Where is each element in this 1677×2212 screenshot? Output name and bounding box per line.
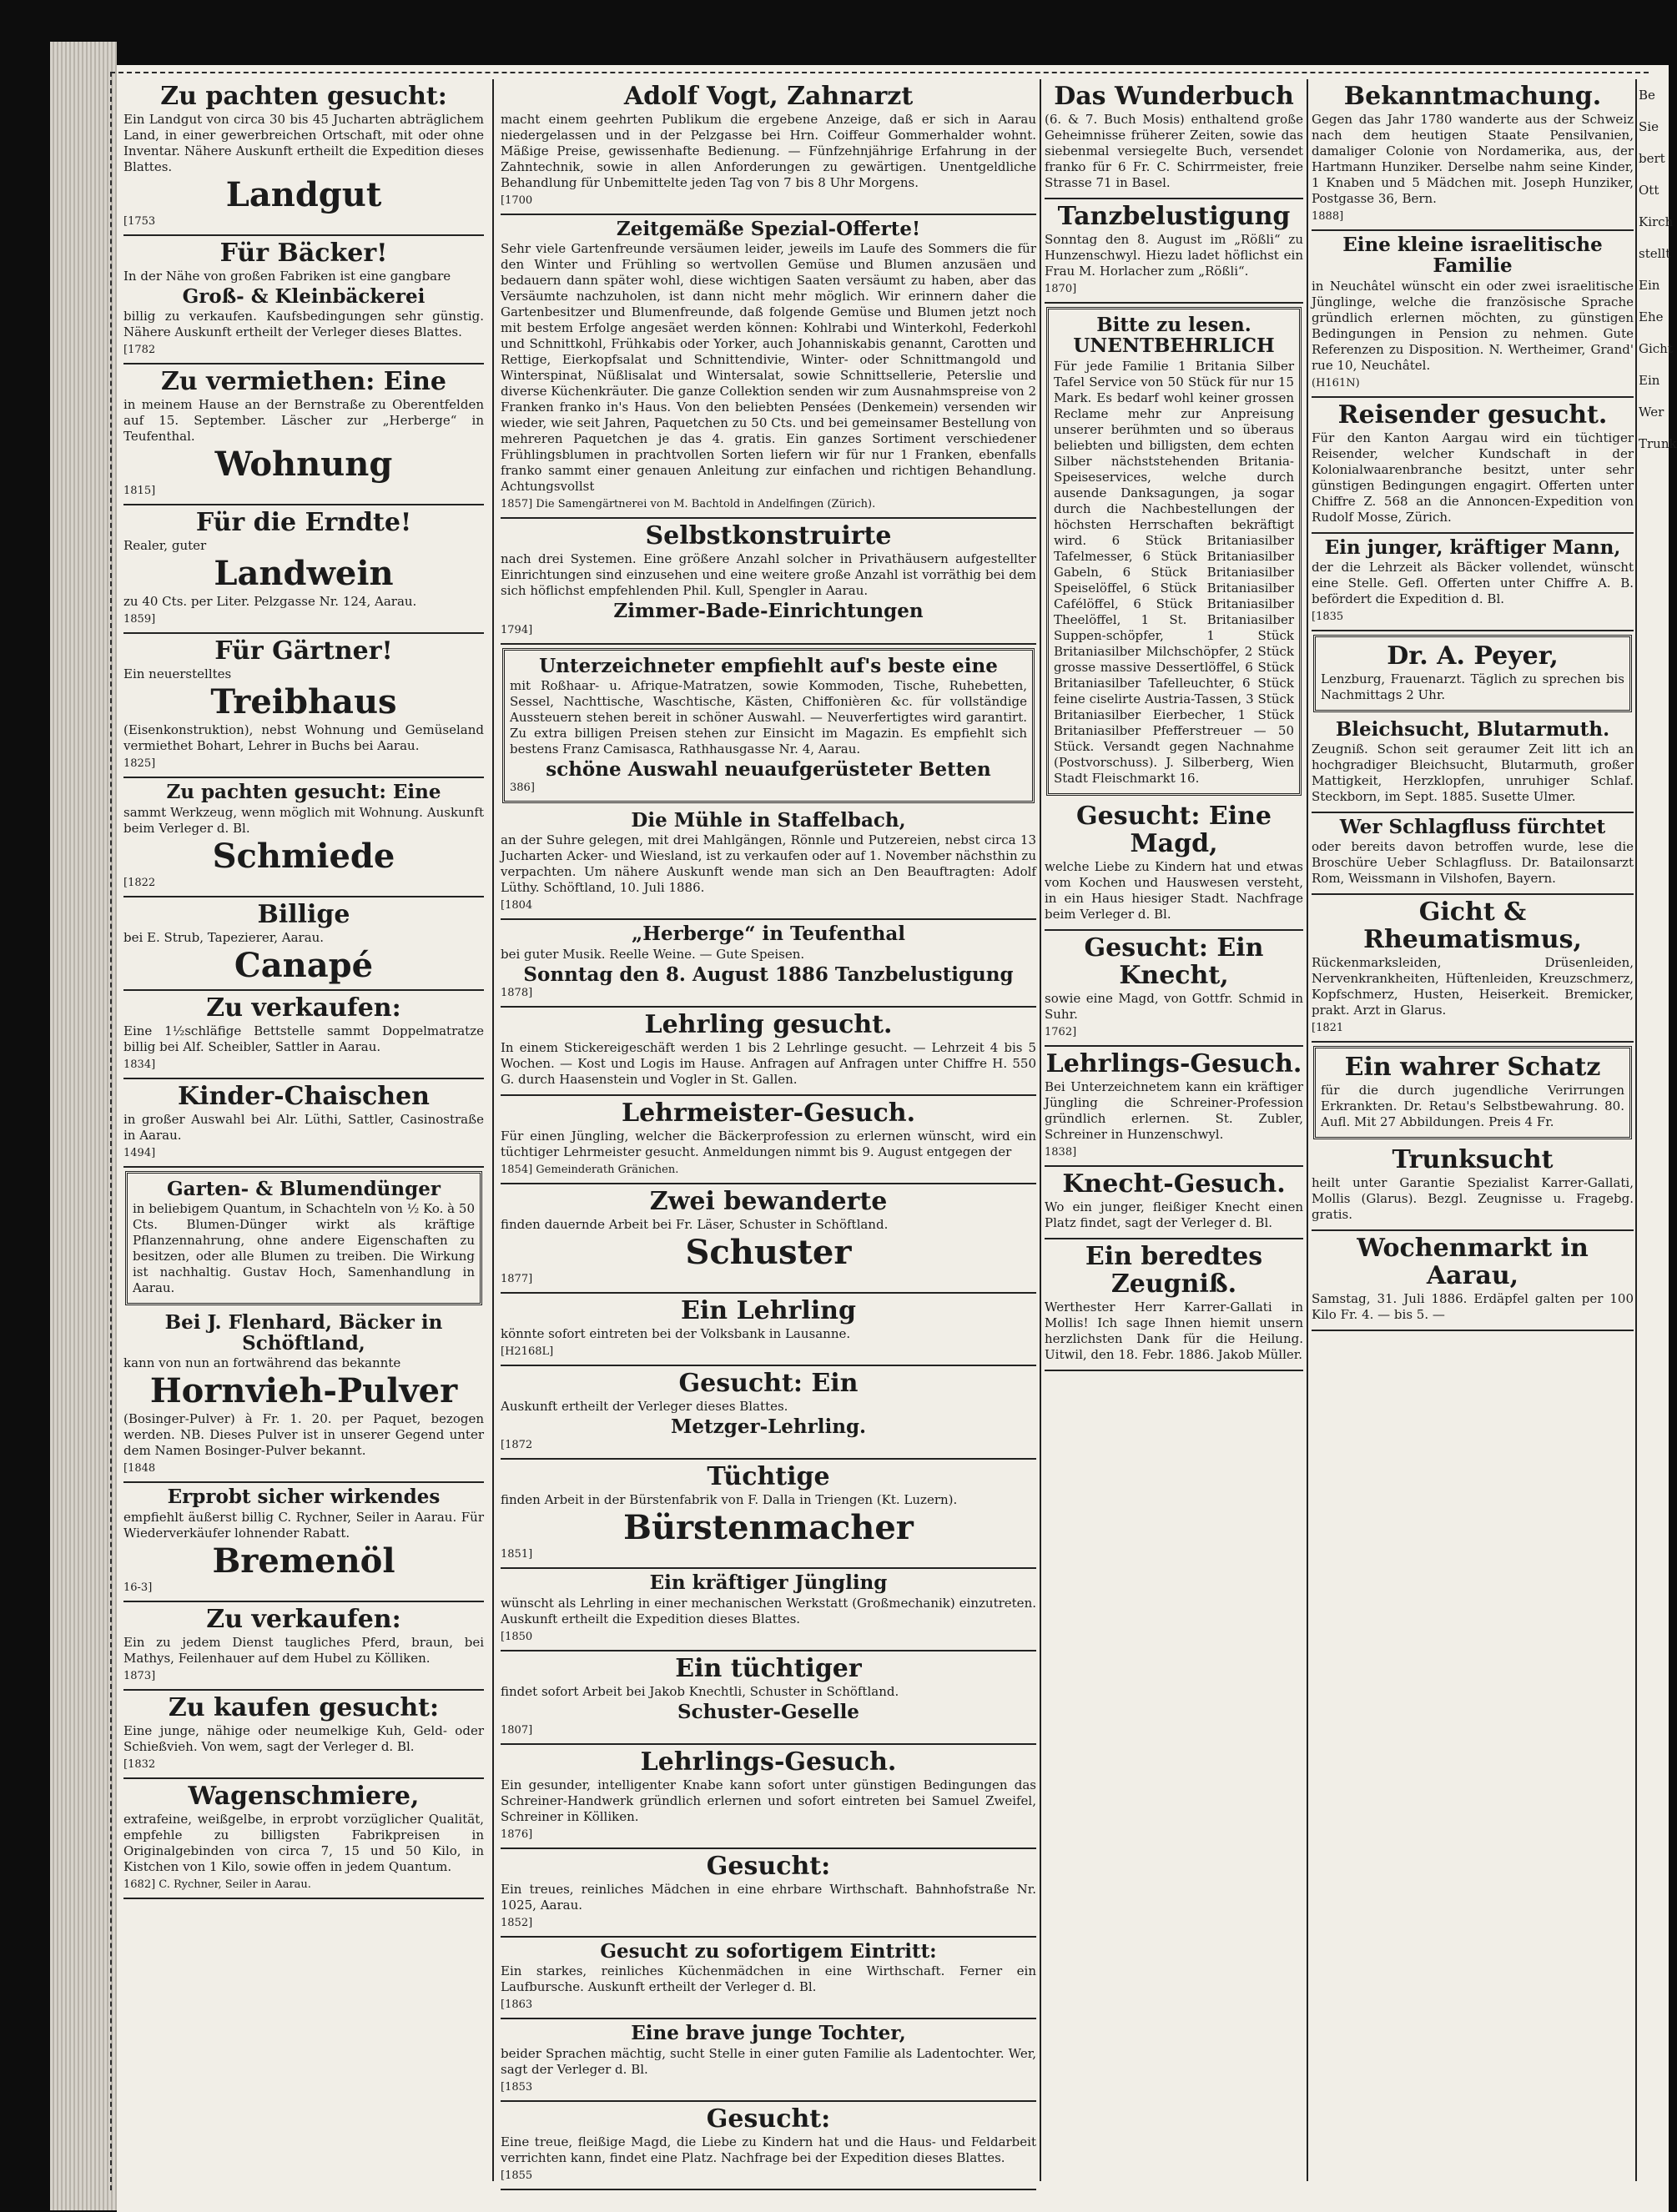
ad-text: mit Roßhaar- u. Afrique-Matratzen, sowie Kommoden, Tische, Ruhebetten, Sessel, Nachttische, Waschtische, Kästen, Chiffonièren &c. für vollständige Aussteuern stehen bereit in schöner Auswahl. — Neuverfertigtes wird garantirt. Zu extra billigen Preisen stehen zur Einsicht im Magazin. Es empfiehlt sich bestens Franz Camisasca, Rathhausgasse Nr. 4, Aarau.	[510, 677, 1027, 757]
ad-display-line: Treibhaus	[210, 682, 397, 722]
ad-text: Werthester Herr Karrer-Gallati in Mollis! Ich sage Ihnen hiemit unsern herzlichsten Dank für die Heilung. Uitwil, den 18. Febr. 1886. Jakob Müller.	[1045, 1299, 1303, 1362]
book-edge	[50, 42, 117, 2210]
ad-headline: Tüchtige	[707, 1462, 830, 1492]
clipped-text-fragment: bert	[1639, 151, 1665, 166]
advertisement	[123, 1309, 484, 1484]
ad-reference-number: [1822	[123, 876, 156, 889]
ad-headline: Gesucht: Ein Knecht,	[1084, 933, 1264, 990]
ad-text: beider Sprachen mächtig, sucht Stelle in einer guten Familie als Ladentochter. Wer, sagt der Verleger d. Bl.	[501, 2045, 1036, 2077]
ad-text: Für jede Familie 1 Britania Silber Tafel Service von 50 Stück für nur 15 Mark. Es bedarf wohl keiner grossen Reclame mehr zur Anpreisung unserer berühmten und so überaus beliebten und billigsten, dem echten Silber nächststehenden Britania-Speiseservices, welche durch ausende Danksagungen, ja sogar durch die Nachbestellungen der höchsten Herrschaften bekräftigt wird. 6 Stück Britaniasilber Tafelmesser, 6 Stück Britaniasilber Gabeln, 6 Stück Britaniasilber Speiselöffel, 6 Stück Britaniasilber Cafélöffel, 6 Stück Britaniasilber Theelöffel, 1 St. Britaniasilber Suppen-schöpfer, 1 Stück Britaniasilber Milchschöpfer, 2 Stück grosse massive Dessertlöffel, 6 Stück Britaniasilber Tafelleuchter, 6 Stück feine ciselirte Austria-Tassen, 3 Stück Britaniasilber Eierbecher, 1 Stück Britaniasilber Pfefferstreuer — 50 Stück. Versandt gegen Nachnahme (Postvorschuss). J. Silberberg, Wien Stadt Fleischmarkt 16.	[1054, 358, 1294, 786]
advertisement	[123, 1483, 484, 1601]
ad-headline: Zu verkaufen:	[206, 993, 401, 1023]
ad-display-line: Landwein	[214, 554, 394, 594]
ad-headline: Adolf Vogt, Zahnarzt	[623, 82, 914, 111]
advertisement	[501, 215, 1036, 519]
ad-headline: „Herberge“ in Teufenthal	[631, 923, 906, 946]
advertisement	[1045, 79, 1303, 199]
ad-headline: Wagenschmiere,	[188, 1781, 420, 1811]
ad-headline: Wochenmarkt in Aarau,	[1357, 1234, 1589, 1291]
ad-text: an der Suhre gelegen, mit drei Mahlgängen, Rönnle und Putzereien, nebst circa 13 Jucharten Acker- und Wiesland, ist zu verkaufen oder auf 1. November nächsthin zu verpachten. Um nähere Auskunft wende man sich an Den Beauftragten: Adolf Lüthy. Schöftland, 10. Juli 1886.	[501, 832, 1036, 896]
ad-headline: Selbstkonstruirte	[645, 521, 892, 551]
ad-headline: Reisender gesucht.	[1337, 400, 1608, 430]
advertisement	[501, 2019, 1036, 2101]
ad-headline: Trunksucht	[1392, 1145, 1554, 1175]
ad-headline: Zu verkaufen:	[206, 1604, 401, 1634]
ad-reference-number: [1835	[1312, 610, 1344, 623]
ad-display-line: Sonntag den 8. August 1886 Tanzbelustigung	[523, 963, 1014, 986]
ad-reference-number: 1825]	[123, 757, 156, 771]
ad-reference-number: 1878]	[501, 987, 533, 1000]
ad-display-line: Zimmer-Bade-Einrichtungen	[613, 600, 924, 623]
ad-reference-number: 1834]	[123, 1058, 156, 1071]
ad-text: Ein gesunder, intelligenter Knabe kann sofort unter günstigen Bedingungen das Schreiner-Handwerk gründlich erlernen und sofort eintreten bei Samuel Zweifel, Schreiner in Kölliken.	[501, 1777, 1036, 1824]
ad-reference-number: 386]	[510, 782, 535, 795]
ad-headline: Billige	[257, 899, 350, 929]
ad-text: Ein zu jedem Dienst taugliches Pferd, braun, bei Mathys, Feilenhauer auf dem Hubel zu Kölliken.	[123, 1634, 484, 1666]
advertisement	[1312, 534, 1634, 631]
advertisement	[123, 505, 484, 634]
ad-text: nach drei Systemen. Eine größere Anzahl solcher in Privathäusern aufgestellter Einrichtungen sind einzusehen und eine weitere große Anzahl ist vorräthig bei dem sich höflichst empfehlenden Phil. Kull, Spengler in Aarau.	[501, 551, 1036, 599]
clipped-text-fragment: Trunk	[1639, 436, 1677, 451]
ad-display-line: Bürstenmacher	[623, 1508, 914, 1548]
clipped-text-fragment: Gicht	[1639, 341, 1673, 356]
ad-headline: Erprobt sicher wirkendes	[167, 1486, 441, 1509]
advertisement	[501, 1294, 1036, 1366]
advertisement	[501, 2102, 1036, 2190]
advertisement	[1312, 1143, 1634, 1231]
ad-headline: Für Gärtner!	[214, 636, 393, 666]
ad-headline: Lehrlings-Gesuch.	[1045, 1048, 1302, 1078]
advertisement	[1045, 199, 1303, 304]
ad-headline: Ein tüchtiger	[675, 1653, 862, 1683]
ad-text: der die Lehrzeit als Bäcker vollendet, wünscht eine Stelle. Gefl. Offerten unter Chiffre A. B. befördert die Expedition d. Bl.	[1312, 559, 1634, 606]
advertisement	[123, 1779, 484, 1899]
column-1	[123, 79, 484, 2181]
ad-headline: Eine brave junge Tochter,	[631, 2022, 906, 2045]
ad-text: In einem Stickereigeschäft werden 1 bis 2 Lehrlinge gesucht. — Lehrzeit 4 bis 5 Wochen. — Kost und Logis im Hause. Anfragen auf Anfragen unter Chiffre H. 550 G. durch Haasenstein und Vogler in St. Gallen.	[501, 1040, 1036, 1088]
ad-display-line: Groß- & Kleinbäckerei	[182, 285, 426, 308]
ad-reference-number: [H2168L]	[501, 1345, 554, 1359]
ad-reference-number: 1859]	[123, 613, 156, 626]
ad-headline: Gesucht:	[706, 2104, 831, 2134]
advertisement	[123, 897, 484, 991]
column-2	[501, 79, 1036, 2181]
ad-reference-number: [1855	[501, 2169, 533, 2182]
ad-text: heilt unter Garantie Spezialist Karrer-Gallati, Mollis (Glarus). Bezgl. Zeugnisse u. Fragebg. gratis.	[1312, 1175, 1634, 1223]
ad-reference-number: [1700	[501, 194, 533, 207]
clipped-text-fragment: Ehe	[1639, 309, 1664, 324]
ad-reference-number: [1848	[123, 1462, 156, 1476]
advertisement	[123, 1602, 484, 1691]
ad-reference-number: [1804	[501, 899, 533, 912]
ad-headline: Eine kleine israelitische Familie	[1342, 234, 1603, 278]
clipped-text-fragment: Ein	[1639, 278, 1660, 293]
ad-display-line: Landgut	[225, 175, 382, 214]
ad-reference-number: 1807]	[501, 1723, 533, 1737]
ad-text: welche Liebe zu Kindern hat und etwas vom Kochen und Hauswesen versteht, in ein Haus hiesiger Stadt. Nachfrage beim Verleger d. Bl.	[1045, 858, 1303, 922]
ad-display-line: Canapé	[234, 945, 374, 985]
ad-text: Lenzburg, Frauenarzt. Täglich zu sprechen bis Nachmittags 2 Uhr.	[1321, 671, 1624, 702]
ad-text: in meinem Hause an der Bernstraße zu Oberentfelden auf 15. September. Läscher zur „Herberge“ in Teufenthal.	[123, 397, 484, 445]
advertisement	[501, 1008, 1036, 1096]
column-5-fragment	[1639, 79, 1677, 2181]
ad-display-line: Wohnung	[214, 445, 393, 485]
ad-headline: Gesucht: Ein	[678, 1369, 859, 1399]
ad-reference-number: 1873]	[123, 1669, 156, 1682]
ad-text: Gegen das Jahr 1780 wanderte aus der Schweiz nach dem heutigen Staate Pensilvanien, damaliger Colonie von Nordamerika, aus, der Hartmann Hunziker. Derselbe nahm seine Kinder, 1 Knaben und 5 Mädchen mit. Joseph Hunziker, Postgasse 36, Bern.	[1312, 112, 1634, 206]
advertisement	[1045, 1047, 1303, 1167]
ad-text: finden dauernde Arbeit bei Fr. Läser, Schuster in Schöftland.	[501, 1217, 889, 1233]
ad-text: Ein treues, reinliches Mädchen in eine ehrbare Wirthschaft. Bahnhofstraße Nr. 1025, Aarau.	[501, 1881, 1036, 1913]
ad-reference-number: 1870]	[1045, 283, 1077, 295]
ad-text: Ein starkes, reinliches Küchenmädchen in eine Wirthschaft. Ferner ein Laufbursche. Auskunft ertheilt der Verleger d. Bl.	[501, 1963, 1036, 1995]
ad-text: in großer Auswahl bei Alr. Lüthi, Sattler, Casinostraße in Aarau.	[123, 1111, 484, 1143]
ad-text: wünscht als Lehrling in einer mechanischen Werkstatt (Großmechanik) einzutreten. Auskunft ertheilt die Expedition dieses Blattes.	[501, 1595, 1036, 1626]
ad-display-line: Bremenöl	[212, 1541, 395, 1581]
ad-text: Zeugniß. Schon seit geraumer Zeit litt ich an hochgradiger Bleichsucht, Blutarmuth, großer Mattigkeit, Herzklopfen, unruhiger Schlaf. Steckborn, im Sept. 1885. Susette Ulmer.	[1312, 742, 1634, 805]
advertisement	[501, 519, 1036, 644]
ad-reference-number: [1832	[123, 1757, 156, 1771]
clipped-text-fragment: Ott	[1639, 183, 1659, 198]
ad-text: (6. & 7. Buch Mosis) enthaltend große Geheimnisse früherer Zeiten, sowie das siebenmal versiegelte Buch, versendet franko für 6 Fr. C. Schirrmeister, freie Strasse 71 in Basel.	[1045, 112, 1303, 190]
ad-text: Bei Unterzeichnetem kann ein kräftiger Jüngling die Schreiner-Profession gründlich erlernen. St. Zubler, Schreiner in Hunzenschwyl.	[1045, 1078, 1303, 1142]
clipped-text-fragment: Ein	[1639, 373, 1660, 388]
ad-text: in beliebigem Quantum, in Schachteln von ½ Ko. à 50 Cts. Blumen-Dünger wirkt als kräftige Pflanzennahrung, ohne andere Eigenschaften zu besitzen, oder alle Blumen zu treiben. Die Wirkung ist nachhaltig. Gustav Hoch, Samenhandlung in Aarau.	[133, 1200, 475, 1295]
ad-headline: Zwei bewanderte	[649, 1187, 888, 1217]
ad-headline: Garten- & Blumendünger	[167, 1177, 441, 1200]
ad-text: extrafeine, weißgelbe, in erprobt vorzüglicher Qualität, empfehle zu billigsten Fabrikpreisen in Originalgebinden von circa 7, 15 und 50 Kilo, in Kistchen von 1 Kilo, sowie offen in jedem Quantum.	[123, 1811, 484, 1874]
advertisement	[123, 364, 484, 505]
ad-text: billig zu verkaufen. Kaufsbedingungen sehr günstig. Nähere Auskunft ertheilt der Verleger dieses Blattes.	[123, 309, 484, 340]
clipped-text-fragment: Sie	[1639, 119, 1659, 134]
ad-headline: Bitte zu lesen. UNENTBEHRLICH	[1073, 314, 1275, 358]
advertisement	[1045, 1167, 1303, 1239]
clipped-text-fragment: Wer	[1639, 405, 1664, 420]
ad-reference-number: [1821	[1312, 1022, 1344, 1035]
advertisement	[1046, 307, 1302, 796]
ad-reference-number: 1794]	[501, 623, 533, 636]
advertisement	[1045, 931, 1303, 1047]
clipped-text-fragment: Be	[1639, 88, 1655, 103]
ad-text: Eine treue, fleißige Magd, die Liebe zu Kindern hat und die Haus- und Feldarbeit verrichten kann, findet eine Platz. Nachfrage bei der Expedition dieses Blattes.	[501, 2134, 1036, 2165]
ad-reference-number: 1877]	[501, 1273, 533, 1286]
ad-reference-number: [1753	[123, 215, 156, 228]
ad-text: Auskunft ertheilt der Verleger dieses Blattes.	[501, 1399, 788, 1415]
ad-text: oder bereits davon betroffen wurde, lese die Broschüre Ueber Schlagfluss. Dr. Batailonsarzt Rom, Weissmann in Vilshofen, Bayern.	[1312, 839, 1634, 887]
advertisement	[501, 1745, 1036, 1849]
ad-reference-number: [1850	[501, 1630, 533, 1643]
advertisement	[1312, 231, 1634, 398]
advertisement	[501, 1651, 1036, 1745]
advertisement	[501, 807, 1036, 920]
ad-headline: Bekanntmachung.	[1343, 82, 1602, 111]
advertisement	[123, 1691, 484, 1779]
advertisement	[501, 1096, 1036, 1184]
ad-headline: Das Wunderbuch	[1054, 82, 1294, 111]
advertisement	[501, 1569, 1036, 1651]
ad-headline: Ein kräftiger Jüngling	[649, 1571, 888, 1595]
ad-text: Rückenmarksleiden, Drüsenleiden, Nervenkrankheiten, Hüftenleiden, Kreuzschmerz, Kopfschmerz, Husten, Heiserkeit. Bremicker, prakt. Arzt in Glarus.	[1312, 955, 1634, 1018]
ad-reference-number: 1762]	[1045, 1025, 1077, 1038]
ad-headline: Wer Schlagfluss fürchtet	[1339, 816, 1606, 839]
ad-headline: Gesucht: Eine Magd,	[1075, 801, 1272, 858]
advertisement	[1313, 635, 1632, 712]
advertisement	[1312, 79, 1634, 231]
clipped-text-fragment: Kirch	[1639, 214, 1674, 229]
advertisement	[1313, 1046, 1632, 1139]
ad-headline: Zeitgemäße Spezial-Offerte!	[616, 218, 921, 240]
advertisement	[1312, 895, 1634, 1043]
advertisement	[502, 648, 1035, 804]
ad-headline: Für die Erndte!	[195, 508, 412, 538]
ad-text: Eine 1½schläfige Bettstelle sammt Doppelmatratze billig bei Alf. Scheibler, Sattler in Aarau.	[123, 1023, 484, 1054]
ad-reference-number: [1863	[501, 1998, 533, 2012]
ad-headline: Tanzbelustigung	[1057, 202, 1291, 231]
ad-headline: Ein junger, kräftiger Mann,	[1324, 535, 1621, 559]
ad-headline: Gicht & Rheumatismus,	[1363, 897, 1582, 955]
ad-headline: Zu vermiethen: Eine	[161, 367, 446, 397]
ad-display-line: Schmiede	[212, 836, 395, 876]
ad-reference-number: 1857] Die Samengärtnerei von M. Bachtold in Andelfingen (Zürich).	[501, 498, 876, 511]
ad-headline: Zu pachten gesucht: Eine	[166, 781, 441, 804]
ad-text: sowie eine Magd, von Gottfr. Schmid in Suhr.	[1045, 990, 1303, 1022]
ad-text: kann von nun an fortwährend das bekannte	[123, 1355, 401, 1371]
ad-text: Sehr viele Gartenfreunde versäumen leider, jeweils im Laufe des Sommers die für den Winter und Frühling so wertvollen Gemüse und Blumen anzusäen und bedauern dann später wohl, diese wichtigen Saaten versäumt zu haben, aber das Versäumte nachzuholen, ist dann nicht mehr möglich. Wir erinnern daher die Gartenbesitzer und Blumenfreunde, daß folgende Gemüse und Blumen jetzt noch mit bestem Erfolge angesäet werden können: Kohlrabi und Winterkohl, Federkohl und Schnittkohl, Frühkabis oder Yorker, auch Johanniskabis genannt, Carotten und Rettige, Eierkopfsalat und Schnittendivie, Winter- oder Schnittmangold und Winterspinat, Nüßlisalat und Wintersalat, sowie Schnittsellerie, Peterslie und diverse Küchenkräuter. Die ganze Collektion senden wir zum Ausnahmspreise von 2 Franken franko in's Haus. Von den beliebten Pensées (Denkemein) versenden wir wieder, wie seit Jahren, Paquetchen zu 50 Cts. und bei gemeinsamer Bestellung von mehreren Paquetchen je das 4. gratis. Ein ganzes Sortiment verschiedener Frühlingsblumen in prachtvollen Sorten liefern wir für nur 1 Franken, ebenfalls franko sammt einer genauen Anleitung zur einfachen und richtigen Behandlung. Achtungsvollst	[501, 241, 1036, 495]
ad-text: Ein neuerstelltes	[123, 666, 232, 682]
ad-text: empfiehlt äußerst billig C. Rychner, Seiler in Aarau. Für Wiederverkäufer lohnender Rabatt.	[123, 1509, 484, 1541]
advertisement	[123, 991, 484, 1079]
ad-headline: Unterzeichneter empfiehlt auf's beste eine	[539, 654, 998, 677]
column-4	[1312, 79, 1634, 2181]
column-rule	[1635, 79, 1637, 2181]
ad-text: macht einem geehrten Publikum die ergebene Anzeige, daß er sich in Aarau niedergelassen und in der Pelzgasse bei Hrn. Coiffeur Gommerhalder wohnt. Mäßige Preise, gewissenhafte Bedienung. — Fünfzehnjährige Erfahrung in der Zahntechnik, sowie in allen Anforderungen zu gewärtigen. Unentgeldliche Behandlung für Unbemittelte jeden Tag von 7 bis 8 Uhr Morgens.	[501, 112, 1036, 190]
ad-headline: Lehrmeister-Gesuch.	[621, 1098, 916, 1129]
ad-display-line: Metzger-Lehrling.	[670, 1415, 867, 1439]
advertisement	[125, 1171, 482, 1305]
ad-headline: Lehrlings-Gesuch.	[640, 1747, 897, 1777]
ad-text: Samstag, 31. Juli 1886. Erdäpfel galten per 100 Kilo Fr. 4. — bis 5. —	[1312, 1291, 1634, 1323]
ad-headline: Dr. A. Peyer,	[1387, 641, 1559, 671]
ad-headline: Für Bäcker!	[219, 239, 388, 268]
ad-reference-number: 1815]	[123, 485, 156, 498]
advertisement	[123, 634, 484, 778]
ad-headline: Ein beredtes Zeugniß.	[1085, 1241, 1263, 1299]
ad-text: Ein Landgut von circa 30 bis 45 Jucharten abträglichem Land, in einer gewerbreichen Ortschaft, mit oder ohne Inventar. Nähere Auskunft ertheilt die Expedition dieses Blattes.	[123, 112, 484, 174]
ad-reference-number: 1682] C. Rychner, Seiler in Aarau.	[123, 1878, 311, 1891]
advertisement	[501, 1938, 1036, 2019]
ad-display-line: Hornvieh-Pulver	[149, 1371, 458, 1411]
ad-text: bei E. Strub, Tapezierer, Aarau.	[123, 929, 325, 945]
ad-reference-number: 1852]	[501, 1916, 533, 1929]
ad-headline: Kinder-Chaischen	[178, 1081, 430, 1111]
ad-headline: Zu pachten gesucht:	[160, 82, 447, 111]
ad-reference-number: [1782	[123, 344, 156, 357]
advertisement	[501, 1460, 1036, 1569]
ad-text: finden Arbeit in der Bürstenfabrik von F. Dalla in Triengen (Kt. Luzern).	[501, 1492, 958, 1508]
ad-headline: Bei J. Flenhard, Bäcker in Schöftland,	[164, 1310, 443, 1355]
ad-text: findet sofort Arbeit bei Jakob Knechtli, Schuster in Schöftland.	[501, 1683, 899, 1699]
ad-display-line: Schuster	[685, 1233, 852, 1273]
ad-reference-number: 1876]	[501, 1827, 533, 1841]
ad-display-line: schöne Auswahl neuaufgerüsteter Betten	[546, 757, 991, 781]
ad-text: (Bosinger-Pulver) à Fr. 1. 20. per Paquet, bezogen werden. NB. Dieses Pulver ist in unserer Gegend unter dem Namen Bosinger-Pulver bekannt.	[123, 1411, 484, 1459]
ad-text: Für einen Jüngling, welcher die Bäckerprofession zu erlernen wünscht, wird ein tüchtiger Lehrmeister gesucht. Anmeldungen nimmt bis 9. August entgegen der	[501, 1129, 1036, 1160]
ad-text: in Neuchâtel wünscht ein oder zwei israelitische Jünglinge, welche die französische Sprache gründlich erlernen möchten, zu günstigen Bedingungen in Pension zu nehmen. Gute Referenzen zu Disposition. N. Wertheimer, Grand' rue 10, Neuchâtel.	[1312, 278, 1634, 373]
column-rule	[492, 79, 494, 2181]
advertisement	[123, 79, 484, 236]
ad-headline: Knecht-Gesuch.	[1062, 1169, 1286, 1199]
advertisement	[1045, 1239, 1303, 1371]
clipped-text-fragment: stellt	[1639, 246, 1671, 261]
ad-headline: Ein wahrer Schatz	[1344, 1053, 1601, 1083]
ad-text: Realer, guter	[123, 538, 207, 554]
column-rule	[1040, 79, 1041, 2181]
advertisement	[1312, 1231, 1634, 1331]
ad-headline: Bleichsucht, Blutarmuth.	[1335, 717, 1610, 741]
ad-text: für die durch jugendliche Verirrungen Erkrankten. Dr. Retau's Selbstbewahrung. 80. Aufl. Mit 27 Abbildungen. Preis 4 Fr.	[1321, 1083, 1624, 1130]
ad-text: sammt Werkzeug, wenn möglich mit Wohnung. Auskunft beim Verleger d. Bl.	[123, 804, 484, 836]
ad-reference-number: [1853	[501, 2080, 533, 2094]
advertisement	[123, 1079, 484, 1168]
ad-text: bei guter Musik. Reelle Weine. — Gute Speisen.	[501, 946, 805, 962]
ad-text: zu 40 Cts. per Liter. Pelzgasse Nr. 124, Aarau.	[123, 594, 417, 610]
column-rule	[1307, 79, 1308, 2181]
ad-reference-number: 16-3]	[123, 1581, 153, 1594]
ad-headline: Die Mühle in Staffelbach,	[631, 809, 906, 832]
ad-headline: Gesucht zu sofortigem Eintritt:	[600, 1939, 937, 1963]
ad-headline: Ein Lehrling	[681, 1296, 856, 1326]
advertisement	[123, 236, 484, 364]
advertisement	[1045, 799, 1303, 931]
advertisement	[501, 920, 1036, 1008]
advertisement	[123, 778, 484, 897]
ad-text: könnte sofort eintreten bei der Volksbank in Lausanne.	[501, 1326, 851, 1342]
ad-text: Sonntag den 8. August im „Rößli“ zu Hunzenschwyl. Hiezu ladet höflichst ein Frau M. Horlacher zum „Rößli“.	[1045, 232, 1303, 279]
advertisement	[1312, 398, 1634, 534]
ad-text: (Eisenkonstruktion), nebst Wohnung und Gemüseland vermiethet Bohart, Lehrer in Buchs bei Aarau.	[123, 722, 484, 754]
ad-headline: Gesucht:	[706, 1851, 831, 1881]
ad-headline: Zu kaufen gesucht:	[168, 1692, 440, 1722]
ad-text: Eine junge, nähige oder neumelkige Kuh, Geld- oder Schießvieh. Von wem, sagt der Verleger d. Bl.	[123, 1722, 484, 1754]
ad-text: Für den Kanton Aargau wird ein tüchtiger Reisender, welcher Kundschaft in der Kolonialwaarenbranche besitzt, unter sehr günstigen Bedingungen engagirt. Offerten unter Chiffre Z. 568 an die Annoncen-Expedition von Rudolf Mosse, Zürich.	[1312, 430, 1634, 525]
column-3	[1045, 79, 1303, 2181]
advertisement	[1312, 716, 1634, 813]
ad-reference-number: 1838]	[1045, 1145, 1077, 1159]
ad-reference-number: 1851]	[501, 1548, 533, 1561]
ad-reference-number: 1494]	[123, 1146, 156, 1159]
ad-reference-number: 1888]	[1312, 210, 1344, 223]
ad-headline: Lehrling gesucht.	[644, 1010, 893, 1040]
ad-reference-number: [1872	[501, 1439, 533, 1452]
ad-reference-number: 1854] Gemeinderath Gränichen.	[501, 1164, 679, 1177]
advertisement	[501, 79, 1036, 215]
advertisement	[501, 1366, 1036, 1460]
advertisement	[501, 1184, 1036, 1294]
advertisement	[1312, 813, 1634, 895]
ad-display-line: Schuster-Geselle	[677, 1700, 859, 1723]
ad-text: In der Nähe von großen Fabriken ist eine gangbare	[123, 269, 451, 284]
ad-reference-number: (H161N)	[1312, 376, 1360, 390]
advertisement	[501, 1849, 1036, 1938]
ad-text: Wo ein junger, fleißiger Knecht einen Platz findet, sagt der Verleger d. Bl.	[1045, 1199, 1303, 1230]
